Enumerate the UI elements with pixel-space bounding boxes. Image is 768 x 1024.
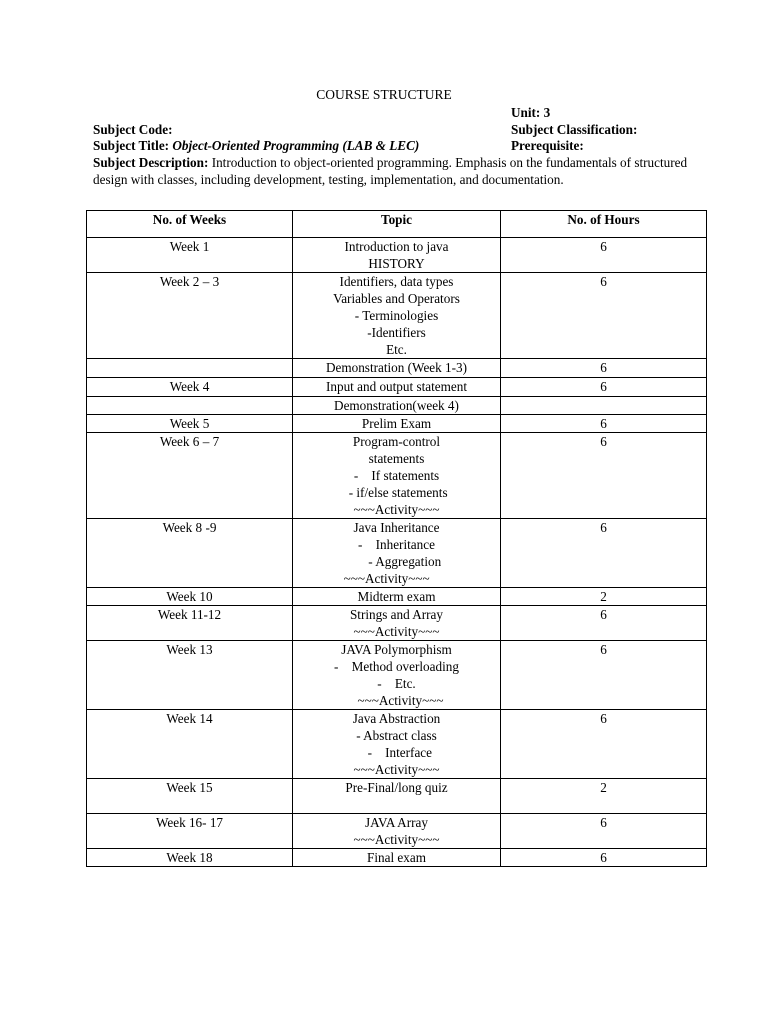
week-cell: Week 8 -9 <box>87 519 293 588</box>
hours-cell: 6 <box>501 433 707 519</box>
week-cell: Week 14 <box>87 710 293 779</box>
table-row <box>87 378 707 397</box>
table-header-row <box>87 211 707 238</box>
week-cell: Week 16- 17 <box>87 814 293 849</box>
subject-description-label: Subject Description: <box>93 155 209 170</box>
hours-cell: 6 <box>501 606 707 641</box>
topic-line: Identifiers, data types <box>339 274 454 289</box>
hours-cell: 6 <box>501 359 707 378</box>
topic-cell <box>293 359 501 378</box>
topic-line: - if/else statements <box>345 485 448 500</box>
header-hours: No. of Hours <box>501 211 707 238</box>
topic-cell <box>293 238 501 273</box>
topic-line: Pre-Final/long quiz <box>345 780 448 795</box>
table-row <box>87 359 707 378</box>
topic-line: ~~~Activity~~~ <box>353 762 440 777</box>
topic-line: -Identifiers <box>367 325 426 340</box>
topic-cell <box>293 415 501 433</box>
week-cell: Week 15 <box>87 779 293 814</box>
topic-line: Midterm exam <box>357 589 436 604</box>
topic-line: - Interface <box>360 745 433 760</box>
week-cell: Week 18 <box>87 849 293 867</box>
hours-cell: 2 <box>501 779 707 814</box>
subject-description-text: Introduction to object-oriented programming. Emphasis on the fundamentals of structured design with classes, including development, testing, implementation, and documentation. <box>93 155 688 187</box>
topic-line: HISTORY <box>368 256 425 271</box>
topic-line: Introduction to java <box>344 239 449 254</box>
subject-title-line <box>93 137 419 154</box>
table-row <box>87 641 707 710</box>
topic-line: Variables and Operators <box>333 291 460 306</box>
topic-line: JAVA Polymorphism <box>341 642 452 657</box>
week-cell <box>87 397 293 415</box>
table-row <box>87 849 707 867</box>
prerequisite-label: Prerequisite: <box>511 138 584 153</box>
hours-cell: 6 <box>501 641 707 710</box>
topic-cell <box>293 519 501 588</box>
topic-line: - Etc. <box>377 676 416 691</box>
table-row <box>87 238 707 273</box>
week-cell: Week 11-12 <box>87 606 293 641</box>
hours-cell: 6 <box>501 710 707 779</box>
topic-cell <box>293 397 501 415</box>
topic-line: Etc. <box>386 342 407 357</box>
topic-line: Java Abstraction <box>352 711 441 726</box>
hours-cell: 6 <box>501 378 707 397</box>
hours-cell: 6 <box>501 814 707 849</box>
topic-line: - Method overloading <box>334 659 459 674</box>
topic-line: - Inheritance <box>358 537 435 552</box>
topic-line: Java Inheritance <box>353 520 440 535</box>
table-row <box>87 814 707 849</box>
topic-cell <box>293 433 501 519</box>
subject-title-label: Subject Title: <box>93 138 170 153</box>
header-topic: Topic <box>293 211 501 238</box>
hours-cell: 6 <box>501 849 707 867</box>
course-structure-table <box>86 210 707 867</box>
header-weeks: No. of Weeks <box>87 211 293 238</box>
table-row <box>87 710 707 779</box>
table-row <box>87 273 707 359</box>
topic-cell <box>293 710 501 779</box>
table-row <box>87 779 707 814</box>
topic-cell <box>293 606 501 641</box>
subject-description <box>93 154 693 188</box>
week-cell: Week 10 <box>87 588 293 606</box>
topic-cell <box>293 779 501 814</box>
topic-line: - Terminologies <box>354 308 439 323</box>
subject-code-label: Subject Code: <box>93 122 173 137</box>
table-row <box>87 519 707 588</box>
topic-cell <box>293 814 501 849</box>
table-row <box>87 588 707 606</box>
subject-classification-label: Subject Classification: <box>511 122 638 137</box>
topic-line: JAVA Array <box>365 815 428 830</box>
topic-line: - Abstract class <box>356 728 437 743</box>
topic-line: Program-control <box>352 434 441 449</box>
subject-title-value: Object-Oriented Programming (LAB & LEC) <box>172 138 420 153</box>
table-row <box>87 415 707 433</box>
unit-label: Unit: 3 <box>511 105 551 120</box>
topic-cell <box>293 273 501 359</box>
topic-cell <box>293 641 501 710</box>
topic-line: Strings and Array <box>349 607 444 622</box>
table-row <box>87 433 707 519</box>
table-row <box>87 606 707 641</box>
hours-cell: 6 <box>501 415 707 433</box>
topic-line: ~~~Activity~~~ <box>353 502 440 517</box>
topic-line: statements <box>368 451 425 466</box>
topic-line: - Aggregation <box>351 554 442 569</box>
topic-cell <box>293 378 501 397</box>
table-body <box>87 238 707 867</box>
week-cell <box>87 359 293 378</box>
topic-line: Prelim Exam <box>361 416 432 431</box>
week-cell: Week 4 <box>87 378 293 397</box>
topic-line: ~~~Activity~~~ <box>343 571 450 586</box>
table-row <box>87 397 707 415</box>
topic-line <box>295 796 498 813</box>
topic-line: - If statements <box>353 468 440 483</box>
week-cell: Week 6 – 7 <box>87 433 293 519</box>
week-cell: Week 13 <box>87 641 293 710</box>
week-cell: Week 2 – 3 <box>87 273 293 359</box>
hours-cell: 2 <box>501 588 707 606</box>
hours-cell: 6 <box>501 519 707 588</box>
topic-line: ~~~Activity~~~ <box>353 624 440 639</box>
hours-cell: 6 <box>501 273 707 359</box>
week-cell: Week 1 <box>87 238 293 273</box>
topic-line: Final exam <box>367 850 426 865</box>
topic-cell <box>293 849 501 867</box>
week-cell: Week 5 <box>87 415 293 433</box>
topic-line: Demonstration(week 4) <box>334 398 459 413</box>
topic-line: ~~~Activity~~~ <box>357 693 444 708</box>
topic-line: Input and output statement <box>325 379 467 394</box>
topic-line: Demonstration (Week 1-3) <box>325 360 468 375</box>
topic-cell <box>293 588 501 606</box>
hours-cell: 6 <box>501 238 707 273</box>
document-title: COURSE STRUCTURE <box>316 87 452 102</box>
hours-cell <box>501 397 707 415</box>
topic-line: ~~~Activity~~~ <box>353 832 440 847</box>
